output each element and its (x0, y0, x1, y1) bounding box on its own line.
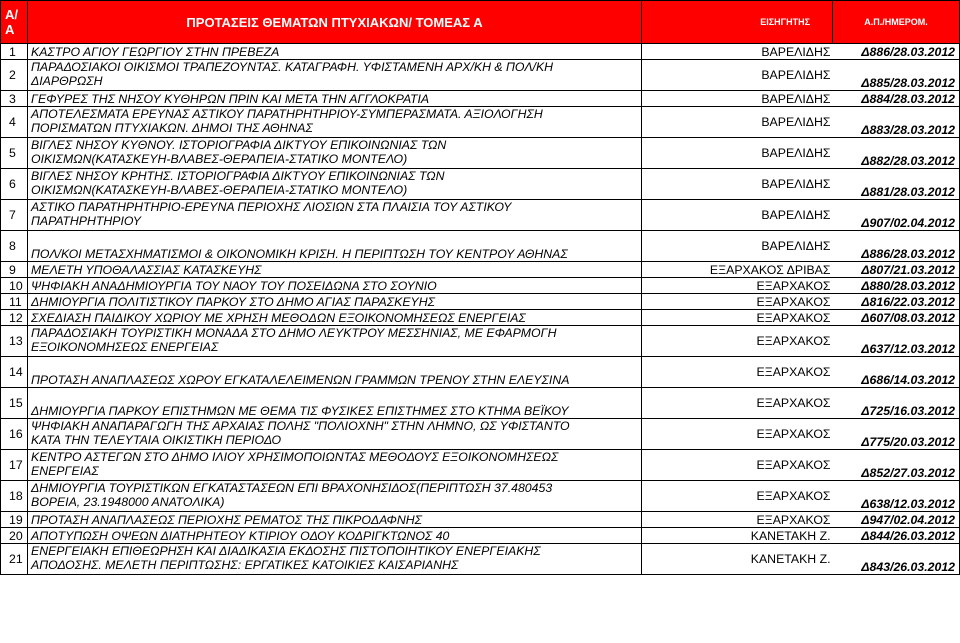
row-number: 14 (1, 357, 28, 388)
rapporteur-cell: ΚΑΝΕΤΑΚΗ Ζ. (642, 528, 833, 544)
topic-line-2: ΔΙΑΡΘΡΩΣΗ (31, 74, 103, 88)
header-aa[interactable]: Α/Α (1, 1, 28, 44)
protocol-cell: Δ882/28.03.2012 (833, 138, 960, 169)
protocol-cell: Δ607/08.03.2012 (833, 310, 960, 326)
topic-line-2: ΕΝΕΡΓΕΙΑΣ (31, 464, 99, 478)
table-row (1, 107, 960, 138)
topic-line-2: ΕΞΟΙΚΟΝΟΜΗΣΕΩΣ ΕΝΕΡΓΕΙΑΣ (31, 340, 219, 354)
protocol-cell: Δ844/26.03.2012 (833, 528, 960, 544)
topic-cell (28, 60, 642, 91)
topic-cell: ΣΧΕΔΙΑΣΗ ΠΑΙΔΙΚΟΥ ΧΩΡΙΟΥ ΜΕ ΧΡΗΣΗ ΜΕΘΟΔΩΝ ΕΞΟΙΚΟΝΟΜΗΣΕΩΣ ΕΝΕΡΓΕΙΑΣ (28, 310, 642, 326)
table-row (1, 528, 960, 544)
header-protocol[interactable]: Α.Π./ΗΜΕΡΟΜ. (833, 1, 960, 44)
table-row (1, 200, 960, 231)
protocol-cell: Δ816/22.03.2012 (833, 294, 960, 310)
protocol-cell: Δ637/12.03.2012 (833, 326, 960, 357)
topic-line-1: ΑΠΟΤΕΛΕΣΜΑΤΑ ΕΡΕΥΝΑΣ ΑΣΤΙΚΟΥ ΠΑΡΑΤΗΡΗΤΗΡΙΟΥ-ΣΥΜΠΕΡΑΣΜΑΤΑ. ΑΞΙΟΛΟΓΗΣΗ (31, 107, 543, 121)
table-row (1, 310, 960, 326)
row-number: 1 (1, 44, 28, 60)
protocol-cell: Δ886/28.03.2012 (833, 231, 960, 262)
header-rapporteur[interactable]: ΕΙΣΗΓΗΤΗΣ (642, 1, 833, 44)
topic-line-2: ΠΑΡΑΤΗΡΗΤΗΡΙΟΥ (31, 214, 141, 228)
table-row (1, 481, 960, 512)
topic-line-2: ΟΙΚΙΣΜΩΝ(ΚΑΤΑΣΚΕΥΗ-ΒΛΑΒΕΣ-ΘΕΡΑΠΕΙΑ-ΣΤΑΤΙΚΟ ΜΟΝΤΕΛΟ) (31, 183, 408, 197)
rapporteur-cell: ΕΞΑΡΧΑΚΟΣ (642, 294, 833, 310)
row-number: 4 (1, 107, 28, 138)
rapporteur-cell: ΕΞΑΡΧΑΚΟΣ (642, 326, 833, 357)
topic-line-1: ΑΣΤΙΚΟ ΠΑΡΑΤΗΡΗΤΗΡΙΟ-ΕΡΕΥΝΑ ΠΕΡΙΟΧΗΣ ΛΙΟΣΙΩΝ ΣΤΑ ΠΛΑΙΣΙΑ ΤΟΥ ΑΣΤΙΚΟΥ (31, 200, 512, 214)
table-row (1, 91, 960, 107)
topic-cell (28, 326, 642, 357)
topic-cell (28, 231, 642, 262)
protocol-cell: Δ638/12.03.2012 (833, 481, 960, 512)
table-row (1, 544, 960, 575)
topic-line-2: ΒΟΡΕΙΑ, 23.1948000 ΑΝΑΤΟΛΙΚΑ) (31, 495, 225, 509)
table-row (1, 278, 960, 294)
protocol-cell: Δ852/27.03.2012 (833, 450, 960, 481)
row-number: 7 (1, 200, 28, 231)
topic-line-1: ΒΙΓΛΕΣ ΝΗΣΟΥ ΚΡΗΤΗΣ. ΙΣΤΟΡΙΟΓΡΑΦΙΑ ΔΙΚΤΥΟΥ ΕΠΙΚΟΙΝΩΝΙΑΣ ΤΩΝ (31, 169, 445, 183)
topic-line-2: ΑΠΟΔΟΣΗΣ. ΜΕΛΕΤΗ ΠΕΡΙΠΤΩΣΗΣ: ΕΡΓΑΤΙΚΕΣ ΚΑΤΟΙΚΙΕΣ ΚΑΙΣΑΡΙΑΝΗΣ (31, 558, 459, 572)
table-row (1, 44, 960, 60)
topic-line-2: ΠΟΛ/ΚΟΙ ΜΕΤΑΣΧΗΜΑΤΙΣΜΟΙ & ΟΙΚΟΝΟΜΙΚΗ ΚΡΙΣΗ. Η ΠΕΡΙΠΤΩΣΗ ΤΟΥ ΚΕΝΤΡΟΥ ΑΘΗΝΑΣ (31, 247, 568, 261)
topic-cell (28, 388, 642, 419)
topic-line-2: ΚΑΤΑ ΤΗΝ ΤΕΛΕΥΤΑΙΑ ΟΙΚΙΣΤΙΚΗ ΠΕΡΙΟΔΟ (31, 433, 282, 447)
row-number: 15 (1, 388, 28, 419)
topic-cell (28, 107, 642, 138)
row-number: 9 (1, 262, 28, 278)
rapporteur-cell: ΕΞΑΡΧΑΚΟΣ (642, 388, 833, 419)
rapporteur-cell: ΒΑΡΕΛΙΔΗΣ (642, 231, 833, 262)
topic-cell: ΜΕΛΕΤΗ ΥΠΟΘΑΛΑΣΣΙΑΣ ΚΑΤΑΣΚΕΥΗΣ (28, 262, 642, 278)
topic-line-1: ΠΑΡΑΔΟΣΙΑΚΗ ΤΟΥΡΙΣΤΙΚΗ ΜΟΝΑΔΑ ΣΤΟ ΔΗΜΟ ΛΕΥΚΤΡΟΥ ΜΕΣΣΗΝΙΑΣ, ΜΕ ΕΦΑΡΜΟΓΗ (31, 326, 557, 340)
row-number: 6 (1, 169, 28, 200)
row-number: 19 (1, 512, 28, 528)
topic-cell: ΠΡΟΤΑΣΗ ΑΝΑΠΛΑΣΕΩΣ ΠΕΡΙΟΧΗΣ ΡΕΜΑΤΟΣ ΤΗΣ ΠΙΚΡΟΔΑΦΝΗΣ (28, 512, 642, 528)
rapporteur-cell: ΕΞΑΡΧΑΚΟΣ (642, 450, 833, 481)
topic-line-2: ΔΗΜΙΟΥΡΓΙΑ ΠΑΡΚΟΥ ΕΠΙΣΤΗΜΩΝ ΜΕ ΘΕΜΑ ΤΙΣ ΦΥΣΙΚΕΣ ΕΠΙΣΤΗΜΕΣ ΣΤΟ ΚΤΗΜΑ ΒΕΪΚΟΥ (31, 404, 569, 418)
table-body (1, 44, 960, 575)
row-number: 8 (1, 231, 28, 262)
protocol-cell: Δ880/28.03.2012 (833, 278, 960, 294)
table-row (1, 326, 960, 357)
protocol-cell: Δ883/28.03.2012 (833, 107, 960, 138)
row-number: 2 (1, 60, 28, 91)
topic-cell (28, 544, 642, 575)
topic-line-1 (31, 359, 638, 373)
table-row (1, 294, 960, 310)
rapporteur-cell: ΕΞΑΡΧΑΚΟΣ (642, 419, 833, 450)
protocol-cell: Δ725/16.03.2012 (833, 388, 960, 419)
topic-cell (28, 481, 642, 512)
topic-cell: ΓΕΦΥΡΕΣ ΤΗΣ ΝΗΣΟΥ ΚΥΘΗΡΩΝ ΠΡΙΝ ΚΑΙ ΜΕΤΑ ΤΗΝ ΑΓΓΛΟΚΡΑΤΙΑ (28, 91, 642, 107)
topic-line-1 (31, 233, 638, 247)
rapporteur-cell: ΒΑΡΕΛΙΔΗΣ (642, 60, 833, 91)
topic-line-2: ΠΟΡΙΣΜΑΤΩΝ ΠΤΥΧΙΑΚΩΝ. ΔΗΜΟΙ ΤΗΣ ΑΘΗΝΑΣ (31, 121, 313, 135)
rapporteur-cell: ΕΞΑΡΧΑΚΟΣ (642, 310, 833, 326)
table-row (1, 512, 960, 528)
header-row (1, 1, 960, 44)
table-row (1, 262, 960, 278)
rapporteur-cell: ΕΞΑΡΧΑΚΟΣ ΔΡΙΒΑΣ (642, 262, 833, 278)
table-row (1, 357, 960, 388)
protocol-cell: Δ907/02.04.2012 (833, 200, 960, 231)
topic-line-1: ΨΗΦΙΑΚΗ ΑΝΑΠΑΡΑΓΩΓΗ ΤΗΣ ΑΡΧΑΙΑΣ ΠΟΛΗΣ "ΠΟΛΙΟΧΝΗ" ΣΤΗΝ ΛΗΜΝΟ, ΩΣ ΥΦΙΣΤΑΝΤΟ (31, 419, 570, 433)
table-row (1, 388, 960, 419)
topic-line-2: ΠΡΟΤΑΣΗ ΑΝΑΠΛΑΣΕΩΣ ΧΩΡΟΥ ΕΓΚΑΤΑΛΕΛΕΙΜΕΝΩΝ ΓΡΑΜΜΩΝ ΤΡΕΝΟΥ ΣΤΗΝ ΕΛΕΥΣΙΝΑ (31, 373, 570, 387)
row-number: 21 (1, 544, 28, 575)
topic-cell (28, 357, 642, 388)
topic-cell (28, 419, 642, 450)
rapporteur-cell: ΒΑΡΕΛΙΔΗΣ (642, 91, 833, 107)
topic-line-1: ΕΝΕΡΓΕΙΑΚΗ ΕΠΙΘΕΩΡΗΣΗ ΚΑΙ ΔΙΑΔΙΚΑΣΙΑ ΕΚΔΟΣΗΣ ΠΙΣΤΟΠΟΙΗΤΙΚΟΥ ΕΝΕΡΓΕΙΑΚΗΣ (31, 544, 541, 558)
table-row (1, 138, 960, 169)
table-row (1, 231, 960, 262)
topic-cell: ΚΑΣΤΡΟ ΑΓΙΟΥ ΓΕΩΡΓΙΟΥ ΣΤΗΝ ΠΡΕΒΕΖΑ (28, 44, 642, 60)
topic-cell (28, 450, 642, 481)
row-number: 13 (1, 326, 28, 357)
header-topic[interactable]: ΠΡΟΤΑΣΕΙΣ ΘΕΜΑΤΩΝ ΠΤΥΧΙΑΚΩΝ/ ΤΟΜΕΑΣ Α (28, 1, 642, 44)
protocol-cell: Δ885/28.03.2012 (833, 60, 960, 91)
protocol-cell: Δ881/28.03.2012 (833, 169, 960, 200)
topic-line-1 (31, 390, 638, 404)
protocol-cell: Δ686/14.03.2012 (833, 357, 960, 388)
protocol-cell: Δ807/21.03.2012 (833, 262, 960, 278)
table-row (1, 450, 960, 481)
rapporteur-cell: ΒΑΡΕΛΙΔΗΣ (642, 44, 833, 60)
rapporteur-cell: ΒΑΡΕΛΙΔΗΣ (642, 200, 833, 231)
topic-line-1: ΚΕΝΤΡΟ ΑΣΤΕΓΩΝ ΣΤΟ ΔΗΜΟ ΙΛΙΟΥ ΧΡΗΣΙΜΟΠΟΙΩΝΤΑΣ ΜΕΘΟΔΟΥΣ ΕΞΟΙΚΟΝΟΜΗΣΕΩΣ (31, 450, 559, 464)
table-row (1, 169, 960, 200)
table-row (1, 60, 960, 91)
rapporteur-cell: ΕΞΑΡΧΑΚΟΣ (642, 481, 833, 512)
topic-cell (28, 138, 642, 169)
row-number: 16 (1, 419, 28, 450)
rapporteur-cell: ΚΑΝΕΤΑΚΗ Ζ. (642, 544, 833, 575)
protocol-cell: Δ947/02.04.2012 (833, 512, 960, 528)
row-number: 3 (1, 91, 28, 107)
topic-line-2: ΟΙΚΙΣΜΩΝ(ΚΑΤΑΣΚΕΥΗ-ΒΛΑΒΕΣ-ΘΕΡΑΠΕΙΑ-ΣΤΑΤΙΚΟ ΜΟΝΤΕΛΟ) (31, 152, 408, 166)
rapporteur-cell: ΕΞΑΡΧΑΚΟΣ (642, 357, 833, 388)
row-number: 17 (1, 450, 28, 481)
row-number: 18 (1, 481, 28, 512)
topic-cell (28, 200, 642, 231)
rapporteur-cell: ΕΞΑΡΧΑΚΟΣ (642, 512, 833, 528)
row-number: 20 (1, 528, 28, 544)
topic-cell: ΨΗΦΙΑΚΗ ΑΝΑΔΗΜΙΟΥΡΓΙΑ ΤΟΥ ΝΑΟΥ ΤΟΥ ΠΟΣΕΙΔΩΝΑ ΣΤΟ ΣΟΥΝΙΟ (28, 278, 642, 294)
topic-cell: ΔΗΜΙΟΥΡΓΙΑ ΠΟΛΙΤΙΣΤΙΚΟΥ ΠΑΡΚΟΥ ΣΤΟ ΔΗΜΟ ΑΓΙΑΣ ΠΑΡΑΣΚΕΥΗΣ (28, 294, 642, 310)
table-row (1, 419, 960, 450)
topic-line-1: ΒΙΓΛΕΣ ΝΗΣΟΥ ΚΥΘΝΟΥ. ΙΣΤΟΡΙΟΓΡΑΦΙΑ ΔΙΚΤΥΟΥ ΕΠΙΚΟΙΝΩΝΙΑΣ ΤΩΝ (31, 138, 447, 152)
row-number: 10 (1, 278, 28, 294)
topic-cell (28, 169, 642, 200)
protocol-cell: Δ775/20.03.2012 (833, 419, 960, 450)
rapporteur-cell: ΒΑΡΕΛΙΔΗΣ (642, 138, 833, 169)
row-number: 12 (1, 310, 28, 326)
row-number: 5 (1, 138, 28, 169)
topic-cell: ΑΠΟΤΥΠΩΣΗ ΟΨΕΩΝ ΔΙΑΤΗΡΗΤΕΟΥ ΚΤΙΡΙΟΥ ΟΔΟΥ ΚΟΔΡΙΓΚΤΩΝΟΣ 40 (28, 528, 642, 544)
protocol-cell: Δ884/28.03.2012 (833, 91, 960, 107)
protocol-cell: Δ886/28.03.2012 (833, 44, 960, 60)
topic-line-1: ΠΑΡΑΔΟΣΙΑΚΟΙ ΟΙΚΙΣΜΟΙ ΤΡΑΠΕΖΟΥΝΤΑΣ. ΚΑΤΑΓΡΑΦΗ. ΥΦΙΣΤΑΜΕΝΗ ΑΡΧ/ΚΗ & ΠΟΛ/ΚΗ (31, 60, 554, 74)
topic-line-1: ΔΗΜΙΟΥΡΓΙΑ ΤΟΥΡΙΣΤΙΚΩΝ ΕΓΚΑΤΑΣΤΑΣΕΩΝ ΕΠΙ ΒΡΑΧΟΝΗΣΙΔΟΣ(ΠΕΡΙΠΤΩΣΗ 37.480453 (31, 481, 553, 495)
rapporteur-cell: ΒΑΡΕΛΙΔΗΣ (642, 107, 833, 138)
rapporteur-cell: ΒΑΡΕΛΙΔΗΣ (642, 169, 833, 200)
protocol-cell: Δ843/26.03.2012 (833, 544, 960, 575)
row-number: 11 (1, 294, 28, 310)
rapporteur-cell: ΕΞΑΡΧΑΚΟΣ (642, 278, 833, 294)
